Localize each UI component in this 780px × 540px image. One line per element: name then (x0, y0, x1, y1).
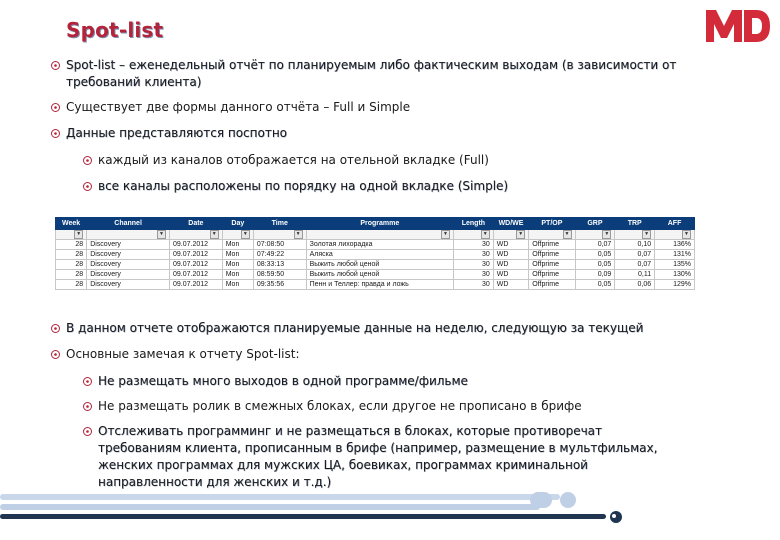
table-cell: Offprime (529, 240, 575, 250)
table-cell: Discovery (87, 240, 170, 250)
bullet-marker-icon (50, 323, 61, 334)
table-cell: WD (493, 270, 529, 280)
table-cell: WD (493, 250, 529, 260)
column-header: Week (56, 218, 87, 230)
table-cell: 135% (655, 260, 695, 270)
column-header: AFF (655, 218, 695, 230)
table-cell: Discovery (87, 270, 170, 280)
table-row (56, 260, 695, 270)
table-cell: 09.07.2012 (170, 240, 223, 250)
table-cell: 0,05 (575, 280, 615, 290)
bullet-marker-icon (82, 155, 93, 166)
filter-cell[interactable] (170, 230, 223, 240)
table-cell: 07:49:22 (253, 250, 306, 260)
column-header: Length (453, 218, 493, 230)
column-header: TRP (615, 218, 655, 230)
dropdown-arrow-icon[interactable]: ▼ (157, 230, 166, 239)
dropdown-arrow-icon[interactable]: ▼ (294, 230, 303, 239)
filter-cell[interactable] (306, 230, 453, 240)
table-cell: Mon (222, 250, 253, 260)
table-cell: 28 (56, 240, 87, 250)
column-header: Date (170, 218, 223, 230)
column-header: Day (222, 218, 253, 230)
bullet-marker-icon (50, 102, 61, 113)
bullet-text: В данном отчете отображаются планируемые данные на неделю, следующую за текущей (66, 321, 644, 335)
table-cell: Offprime (529, 270, 575, 280)
table-cell: 30 (453, 270, 493, 280)
table-cell: Mon (222, 240, 253, 250)
filter-cell[interactable] (253, 230, 306, 240)
table-cell: Discovery (87, 260, 170, 270)
dropdown-arrow-icon[interactable]: ▼ (516, 230, 525, 239)
table-cell: 09.07.2012 (170, 250, 223, 260)
bullet-marker-icon (50, 349, 61, 360)
table-cell: 09.07.2012 (170, 270, 223, 280)
table-cell: 0,05 (575, 250, 615, 260)
bullet-text: Spot-list – еженедельный отчёт по планируемым либо фактическим выходам (в зависимости от требований клиента) (66, 58, 677, 89)
table-cell: WD (493, 240, 529, 250)
table-cell: 28 (56, 250, 87, 260)
filter-cell[interactable] (222, 230, 253, 240)
table-cell: Mon (222, 260, 253, 270)
table-cell: Пенн и Теллер: правда и ложь (306, 280, 453, 290)
bullet-text: Не размещать ролик в смежных блоках, если другое не прописано в брифе (98, 399, 582, 413)
column-header: Time (253, 218, 306, 230)
bullet-item (50, 57, 690, 91)
table-cell: 136% (655, 240, 695, 250)
table-cell: 09.07.2012 (170, 280, 223, 290)
filter-cell[interactable] (56, 230, 87, 240)
bullet-item (50, 125, 690, 142)
table-cell: 08:33:13 (253, 260, 306, 270)
table-cell: 130% (655, 270, 695, 280)
dropdown-arrow-icon[interactable]: ▼ (210, 230, 219, 239)
filter-cell[interactable] (529, 230, 575, 240)
table-cell: Offprime (529, 280, 575, 290)
table-row (56, 240, 695, 250)
column-header: PT/OP (529, 218, 575, 230)
table-row (56, 280, 695, 290)
table-cell: Выжить любой ценой (306, 260, 453, 270)
table-cell: Mon (222, 270, 253, 280)
dropdown-arrow-icon[interactable]: ▼ (602, 230, 611, 239)
filter-cell[interactable] (493, 230, 529, 240)
table-cell: 09.07.2012 (170, 260, 223, 270)
dropdown-arrow-icon[interactable]: ▼ (682, 230, 691, 239)
bullet-text: Не размещать много выходов в одной программе/фильме (98, 374, 468, 388)
bullet-marker-icon (82, 181, 93, 192)
dropdown-arrow-icon[interactable]: ▼ (74, 230, 83, 239)
table-cell: 28 (56, 260, 87, 270)
dropdown-arrow-icon[interactable]: ▼ (441, 230, 450, 239)
table-cell: 28 (56, 270, 87, 280)
sub-bullet-item (82, 373, 682, 390)
table-cell: 30 (453, 280, 493, 290)
bullet-text: каждый из каналов отображается на отельной вкладке (Full) (98, 153, 489, 167)
table-cell: Выжить любой ценой (306, 270, 453, 280)
table-cell: 131% (655, 250, 695, 260)
table-cell: 09:35:56 (253, 280, 306, 290)
bullet-marker-icon (50, 128, 61, 139)
filter-cell[interactable] (575, 230, 615, 240)
bullet-item (50, 320, 690, 337)
table-cell: WD (493, 280, 529, 290)
bullet-item (50, 346, 690, 363)
bullet-text: Данные представляются поспотно (66, 126, 288, 140)
bullet-text: Основные замечая к отчету Spot-list: (66, 347, 300, 361)
table-cell: 28 (56, 280, 87, 290)
filter-cell[interactable] (615, 230, 655, 240)
table-cell: 0,05 (575, 260, 615, 270)
filter-cell[interactable] (655, 230, 695, 240)
filter-cell[interactable] (87, 230, 170, 240)
table-cell: 0,07 (575, 240, 615, 250)
bullet-marker-icon (82, 401, 93, 412)
filter-row (56, 230, 695, 240)
dropdown-arrow-icon[interactable]: ▼ (481, 230, 490, 239)
table-cell: 30 (453, 250, 493, 260)
table-cell: 30 (453, 240, 493, 250)
md-logo (700, 2, 772, 48)
table-cell: 0,11 (615, 270, 655, 280)
table-cell: 0,07 (615, 260, 655, 270)
table-cell: Аляска (306, 250, 453, 260)
table-row (56, 250, 695, 260)
bullet-text: Существует две формы данного отчёта – Full и Simple (66, 100, 411, 114)
dropdown-arrow-icon[interactable]: ▼ (241, 230, 250, 239)
spot-list-table (55, 217, 695, 290)
table-cell: 0,07 (615, 250, 655, 260)
table-cell: 0,09 (575, 270, 615, 280)
table-cell: Mon (222, 280, 253, 290)
bullet-text: все каналы расположены по порядку на одной вкладке (Simple) (98, 179, 509, 193)
table-cell: Discovery (87, 280, 170, 290)
table-cell: Золотая лихорадка (306, 240, 453, 250)
bullet-marker-icon (50, 60, 61, 71)
table-cell: WD (493, 260, 529, 270)
column-header: GRP (575, 218, 615, 230)
dropdown-arrow-icon[interactable]: ▼ (563, 230, 572, 239)
table-header-row (56, 218, 695, 230)
table-cell: Discovery (87, 250, 170, 260)
table-cell: Offprime (529, 250, 575, 260)
bullet-marker-icon (82, 376, 93, 387)
table-cell: 129% (655, 280, 695, 290)
footer-decoration (0, 490, 780, 540)
table-cell: Offprime (529, 260, 575, 270)
column-header: Programme (306, 218, 453, 230)
bullet-text: Отслеживать программинг и не размещаться в блоках, которые противоречат требованиям клиента, прописанным в брифе (например, размещение в мультфильмах, женских программах для мужских ЦА, боевиках, программах криминальной направленности для женских и т.д.) (98, 424, 658, 489)
sub-bullet-item (82, 152, 682, 169)
column-header: WD/WE (493, 218, 529, 230)
sub-bullet-item (82, 178, 682, 195)
bullet-marker-icon (82, 426, 93, 437)
sub-bullet-item (82, 398, 682, 415)
table-cell: 08:59:50 (253, 270, 306, 280)
table-row (56, 270, 695, 280)
filter-cell[interactable] (453, 230, 493, 240)
sub-bullet-item (82, 423, 682, 491)
table-cell: 0,06 (615, 280, 655, 290)
table-cell: 07:08:50 (253, 240, 306, 250)
table-cell: 0,10 (615, 240, 655, 250)
dropdown-arrow-icon[interactable]: ▼ (642, 230, 651, 239)
bullet-item (50, 99, 690, 116)
slide-title: Spot-list (66, 18, 164, 42)
table-cell: 30 (453, 260, 493, 270)
column-header: Channel (87, 218, 170, 230)
